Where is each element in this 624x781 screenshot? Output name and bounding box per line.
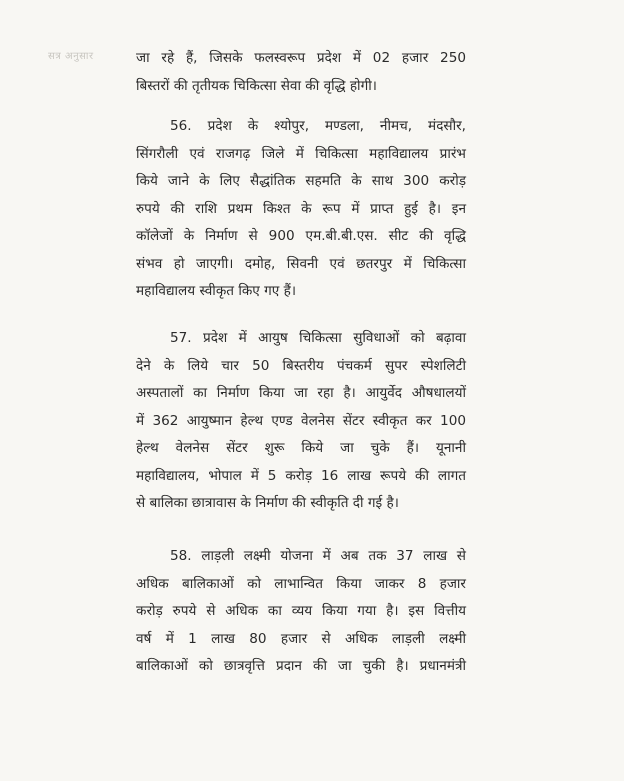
paragraph-line: देने के लिये चार 50 बिस्तरीय पंचकर्म सुपर स्पेशलिटी [136,357,466,374]
paragraph-line: महाविद्यालय स्वीकृत किए गए हैं। [136,283,296,299]
paragraph-line: से बालिका छात्रावास के निर्माण की स्वीकृति दी गई है। [136,495,399,511]
paragraph-line: 57. प्रदेश में आयुष चिकित्सा सुविधाओं को बढ़ावा [170,330,466,346]
paragraph-line: हेल्थ वेलनेस सेंटर शुरू किये जा चुके हैं। यूनानी [136,440,466,456]
paragraph-line: अस्पतालों का निर्माण किया जा रहा है। आयुर्वेद औषधालयों [136,385,466,401]
paragraph-line: 58. लाड़ली लक्ष्मी योजना में अब तक 37 लाख से [170,548,466,564]
paragraph-line: बालिकाओं को छात्रवृत्ति प्रदान की जा चुकी है। प्रधानमंत्री [136,658,466,674]
paragraph-57 [136,325,466,518]
paragraph-line: जा रहे हैं, जिसके फलस्वरूप प्रदेश में 02 हजार 250 [136,50,466,66]
margin-note: सत्र अनुसार [48,51,94,62]
paragraph-line: करोड़ रुपये से अधिक का व्यय किया गया है। इस वित्तीय [136,603,466,619]
paragraph-line: संभव हो जाएगी। दमोह, सिवनी एवं छतरपुर में चिकित्सा [136,255,466,272]
paragraph-line: बिस्तरों की तृतीयक चिकित्सा सेवा की वृद्धि होगी। [136,77,377,94]
paragraph-line: महाविद्यालय, भोपाल में 5 करोड़ 16 लाख रूपये की लागत [136,467,466,484]
paragraph-line: अधिक बालिकाओं को लाभान्वित किया जाकर 8 हजार [136,575,466,592]
paragraph-56 [136,113,466,306]
paragraph-line: 56. प्रदेश के श्योपुर, मण्डला, नीमच, मंदसौर, [170,118,466,134]
paragraph-line: रुपये की राशि प्रथम किश्त के रूप में प्राप्त हुई है। इन [136,200,466,217]
paragraph-line: सिंगरौली एवं राजगढ़ जिले में चिकित्सा महाविद्यालय प्रारंभ [136,145,466,162]
paragraph-58 [136,543,466,681]
paragraph-line: वर्ष में 1 लाख 80 हजार से अधिक लाड़ली लक्ष्मी [136,630,466,647]
paragraph-line: कॉलेजों के निर्माण से 900 एम.बी.बी.एस. सीट की वृद्धि [136,228,466,244]
paragraph-continuation [136,45,466,100]
paragraph-line: में 362 आयुष्मान हेल्थ एण्ड वेलनेस सेंटर स्वीकृत कर 100 [136,412,466,429]
paragraph-line: किये जाने के लिए सैद्धांतिक सहमति के साथ 300 करोड़ [136,173,466,189]
